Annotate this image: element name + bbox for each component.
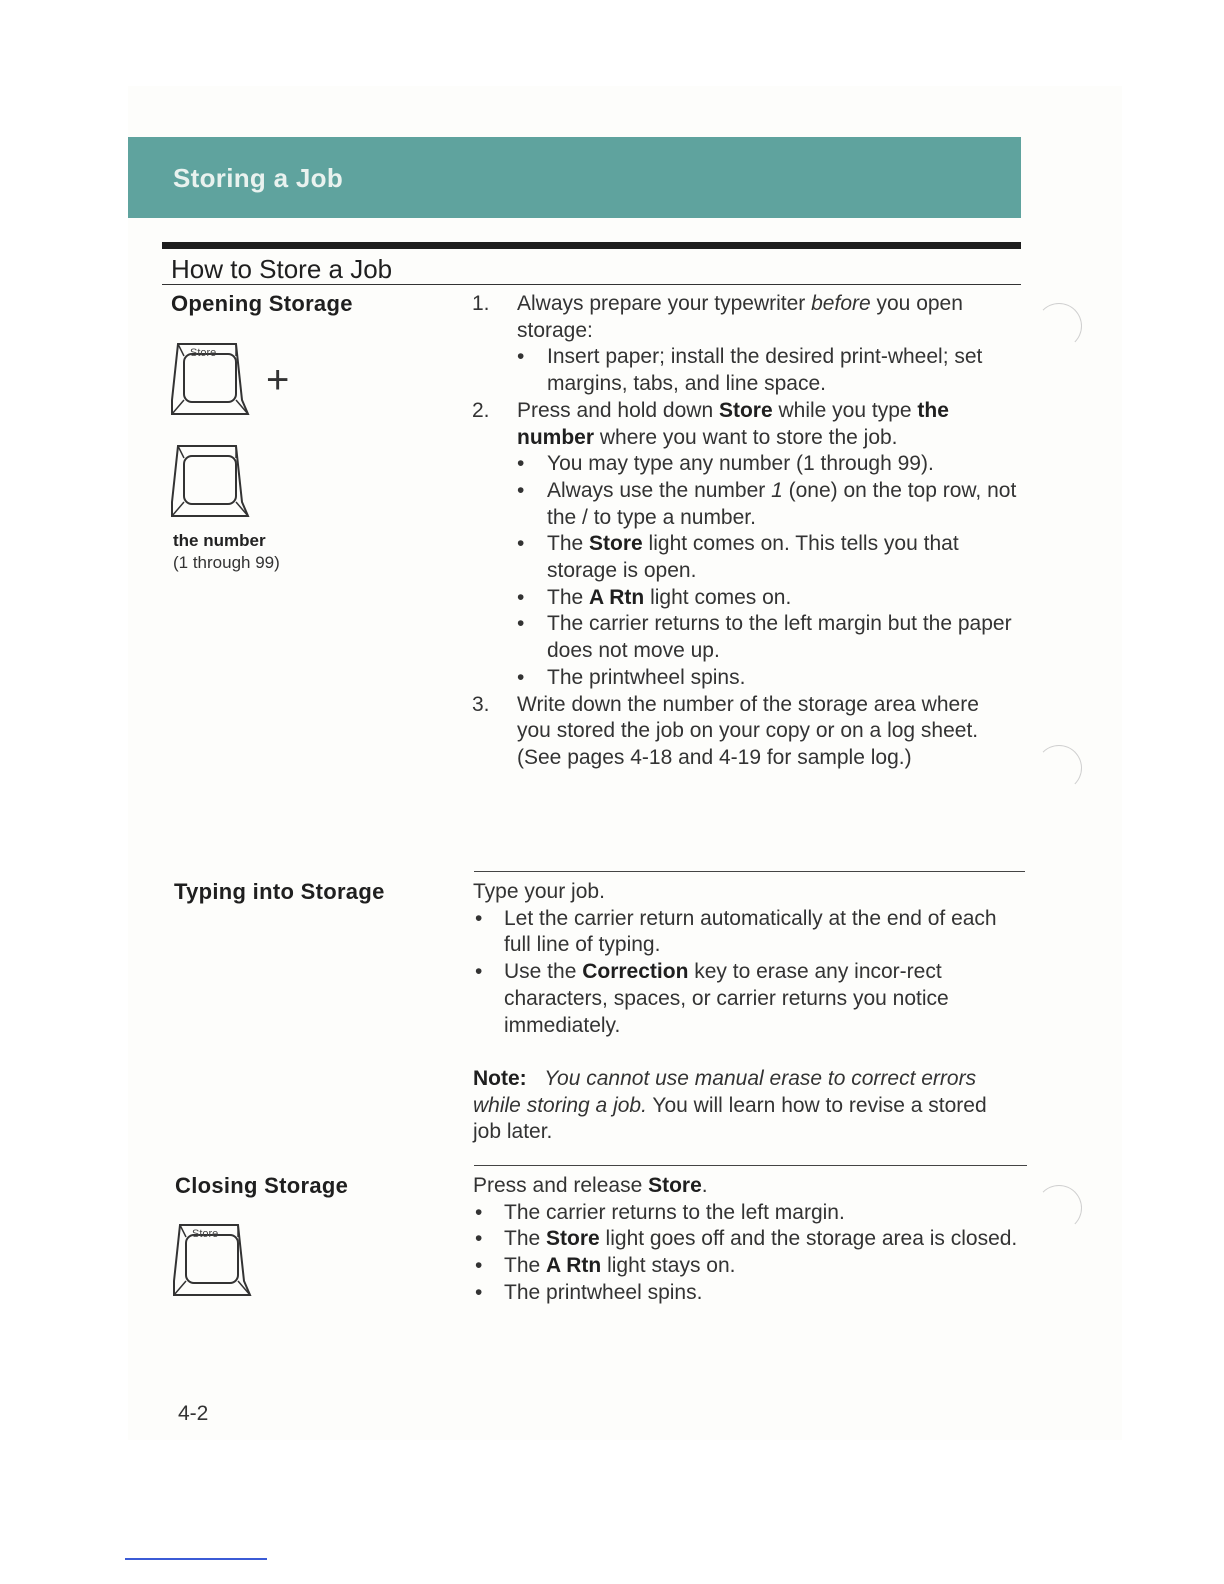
page-number: 4-2 xyxy=(178,1402,209,1425)
step-2-bullet: • The A Rtn light comes on. xyxy=(517,585,792,609)
step-3: 3. Write down the number of the storage area where you stored the job on your copy or on a log sheet. (See pages 4-18 and 4-19 for sample log.) xyxy=(472,692,979,769)
divider-typing xyxy=(474,871,1025,872)
typing-instructions xyxy=(473,879,1018,1039)
typing-bullet: • Let the carrier return automatically at the end of each full line of typing. xyxy=(475,906,997,957)
divider-closing xyxy=(474,1165,1027,1166)
step-2-bullet: • The printwheel spins. xyxy=(517,665,746,689)
chapter-title: Storing a Job xyxy=(173,163,344,193)
opening-steps xyxy=(472,291,1017,772)
step-1: 1. Always prepare your typewriter before you open storage: xyxy=(472,292,963,342)
store-key-icon xyxy=(172,1221,252,1299)
binder-hole xyxy=(1036,745,1082,791)
closing-bullet: • The A Rtn light stays on. xyxy=(475,1254,736,1278)
chapter-banner xyxy=(128,137,1021,218)
plus-sign: + xyxy=(266,358,290,402)
closing-bullet: • The printwheel spins. xyxy=(475,1280,703,1304)
typing-note: Note: You cannot use manual erase to correct errors while storing a job. You will learn how to revise a stored job later. xyxy=(473,1067,987,1144)
typing-bullet: • Use the Correction key to erase any incor-rect characters, spaces, or carrier returns you notice immediately. xyxy=(475,960,949,1037)
number-key-range: (1 through 99) xyxy=(173,553,280,572)
closing-bullet: • The carrier returns to the left margin. xyxy=(475,1200,845,1224)
number-key-caption: the number xyxy=(173,531,266,550)
binder-hole xyxy=(1036,1185,1082,1231)
closing-intro: Press and release Store. xyxy=(473,1174,708,1197)
binder-hole xyxy=(1036,303,1082,349)
scan-artifact-line xyxy=(125,1558,267,1560)
closing-storage-heading: Closing Storage xyxy=(175,1173,349,1198)
closing-bullet: • The Store light goes off and the storage area is closed. xyxy=(475,1227,1018,1251)
opening-storage-heading: Opening Storage xyxy=(171,291,353,316)
typing-storage-heading: Typing into Storage xyxy=(174,879,385,904)
note-label: Note: xyxy=(473,1067,527,1090)
section-divider-thick xyxy=(162,242,1021,249)
section-title: How to Store a Job xyxy=(171,254,393,284)
step-2-bullet: • Always use the number 1 (one) on the top row, not the / to type a number. xyxy=(517,478,1017,529)
step-2-bullet: • You may type any number (1 through 99). xyxy=(517,452,934,476)
store-key-label: Store xyxy=(190,347,217,359)
section-divider-thin xyxy=(162,284,1021,285)
step-2-bullet: • The carrier returns to the left margin but the paper does not move up. xyxy=(517,612,1012,663)
step-1-bullet: • Insert paper; install the desired print-wheel; set margins, tabs, and line space. xyxy=(517,345,983,396)
step-2-bullet: • The Store light comes on. This tells you that storage is open. xyxy=(517,532,959,583)
step-2: 2. Press and hold down Store while you type the number where you want to store the job. xyxy=(472,398,949,449)
closing-instructions xyxy=(473,1173,1021,1307)
number-key-icon xyxy=(170,442,250,520)
typing-intro: Type your job. xyxy=(473,880,605,903)
store-key-label: Store xyxy=(192,1228,219,1240)
store-key-icon xyxy=(170,340,250,418)
